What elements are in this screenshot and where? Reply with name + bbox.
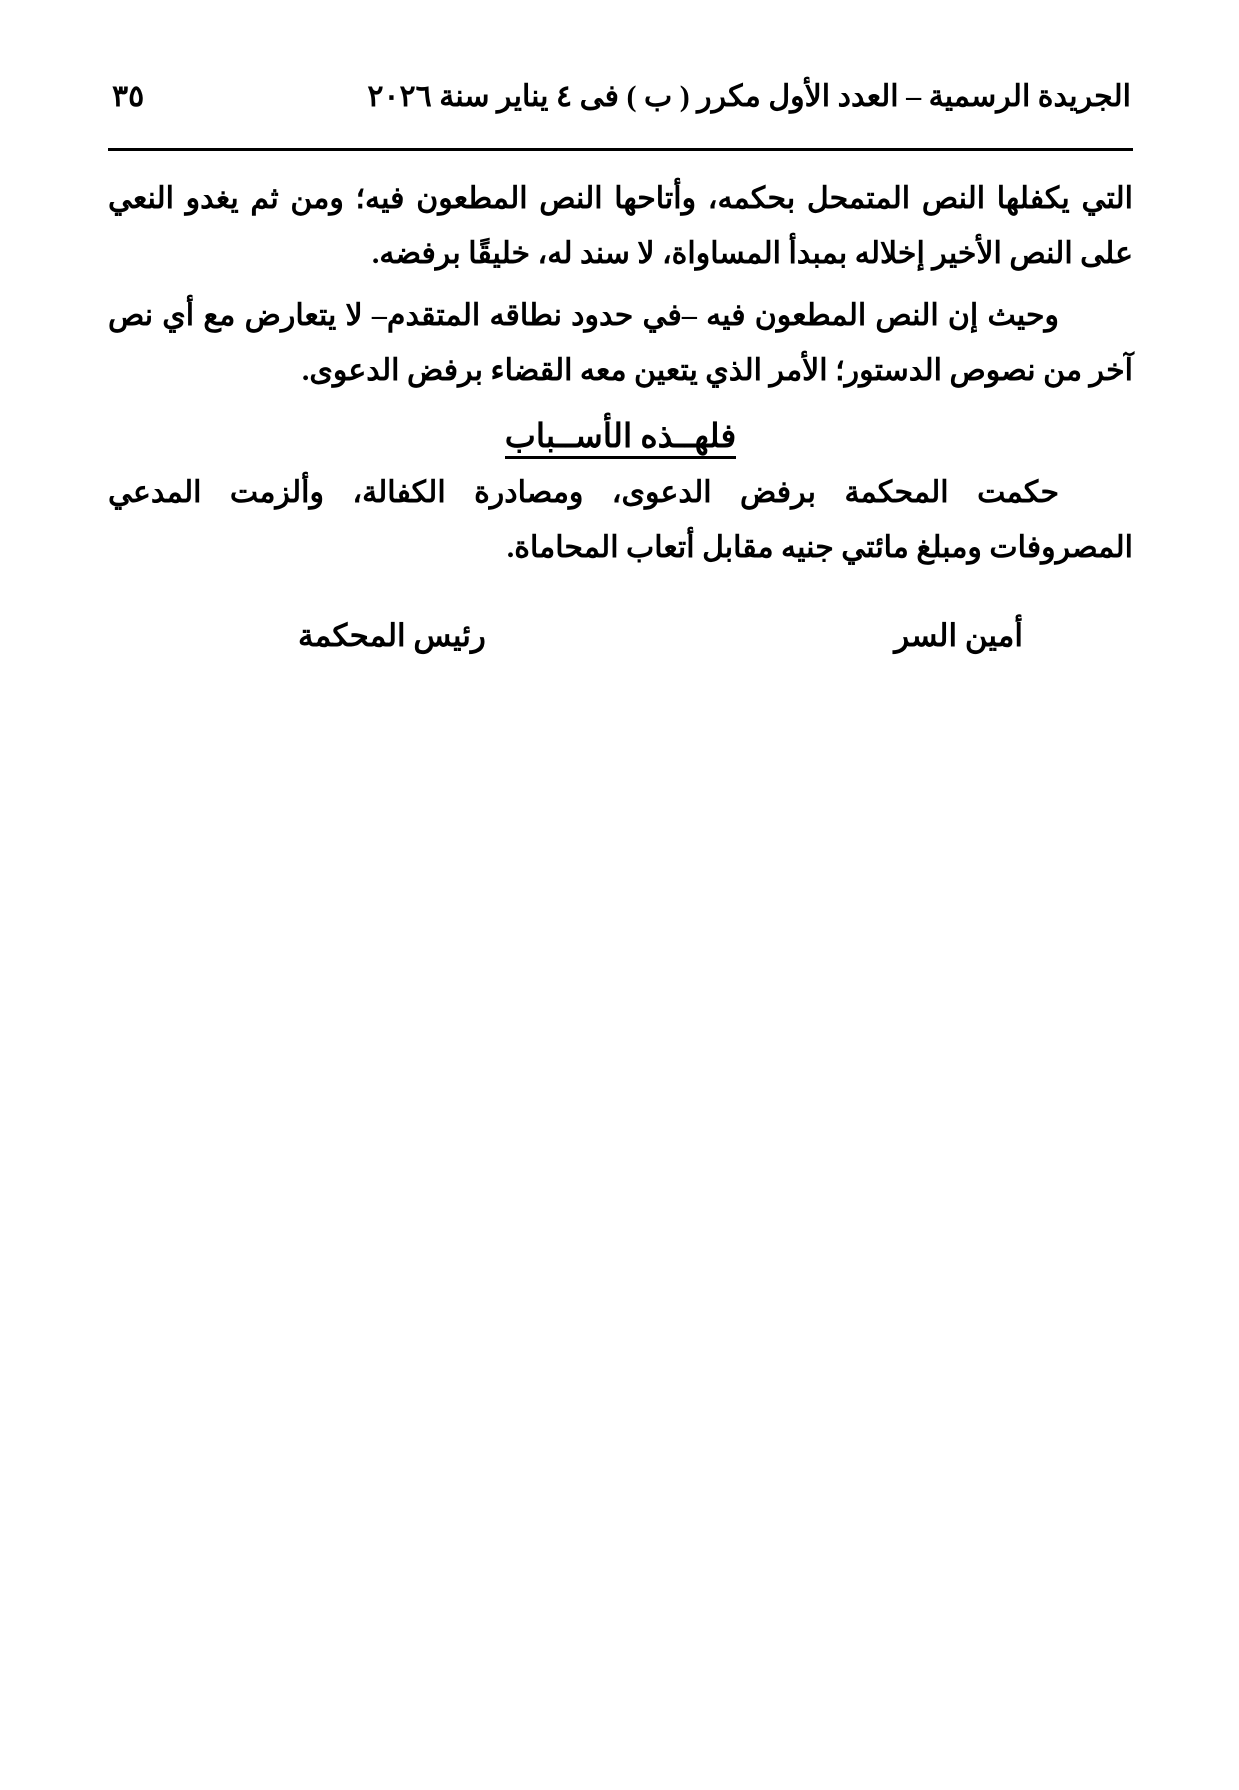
document-body (108, 172, 1133, 576)
header-divider-rule (108, 148, 1133, 151)
signature-block (108, 618, 1133, 654)
reasons-heading (108, 416, 1133, 456)
gazette-header-title: الجريدة الرسمية – العدد الأول مكرر ( ب ) فى ٤ يناير سنة ٢٠٢٦ (367, 80, 1131, 113)
reasons-heading-text: فلهــذه الأســباب (505, 419, 736, 459)
paragraph-continuation: التي يكفلها النص المتمحل بحكمه، وأتاحها النص المطعون فيه؛ ومن ثم يغدو النعي على النص الأخير إخلاله بمبدأ المساواة، لا سند له، خليقًا برفضه. (108, 182, 1133, 270)
signature-secretary: أمين السر (894, 618, 1023, 653)
signature-court-president: رئيس المحكمة (298, 618, 486, 653)
court-ruling-paragraph: حكمت المحكمة برفض الدعوى، ومصادرة الكفالة، وألزمت المدعي المصروفات ومبلغ مائتي جنيه مقابل أتعاب المحاماة. (108, 476, 1133, 564)
paragraph-whereas: وحيث إن النص المطعون فيه –في حدود نطاقه المتقدم– لا يتعارض مع أي نص آخر من نصوص الدستور؛ الأمر الذي يتعين معه القضاء برفض الدعوى. (108, 299, 1133, 387)
page-header (108, 78, 1131, 136)
page-number: ٣٥ (112, 80, 145, 113)
